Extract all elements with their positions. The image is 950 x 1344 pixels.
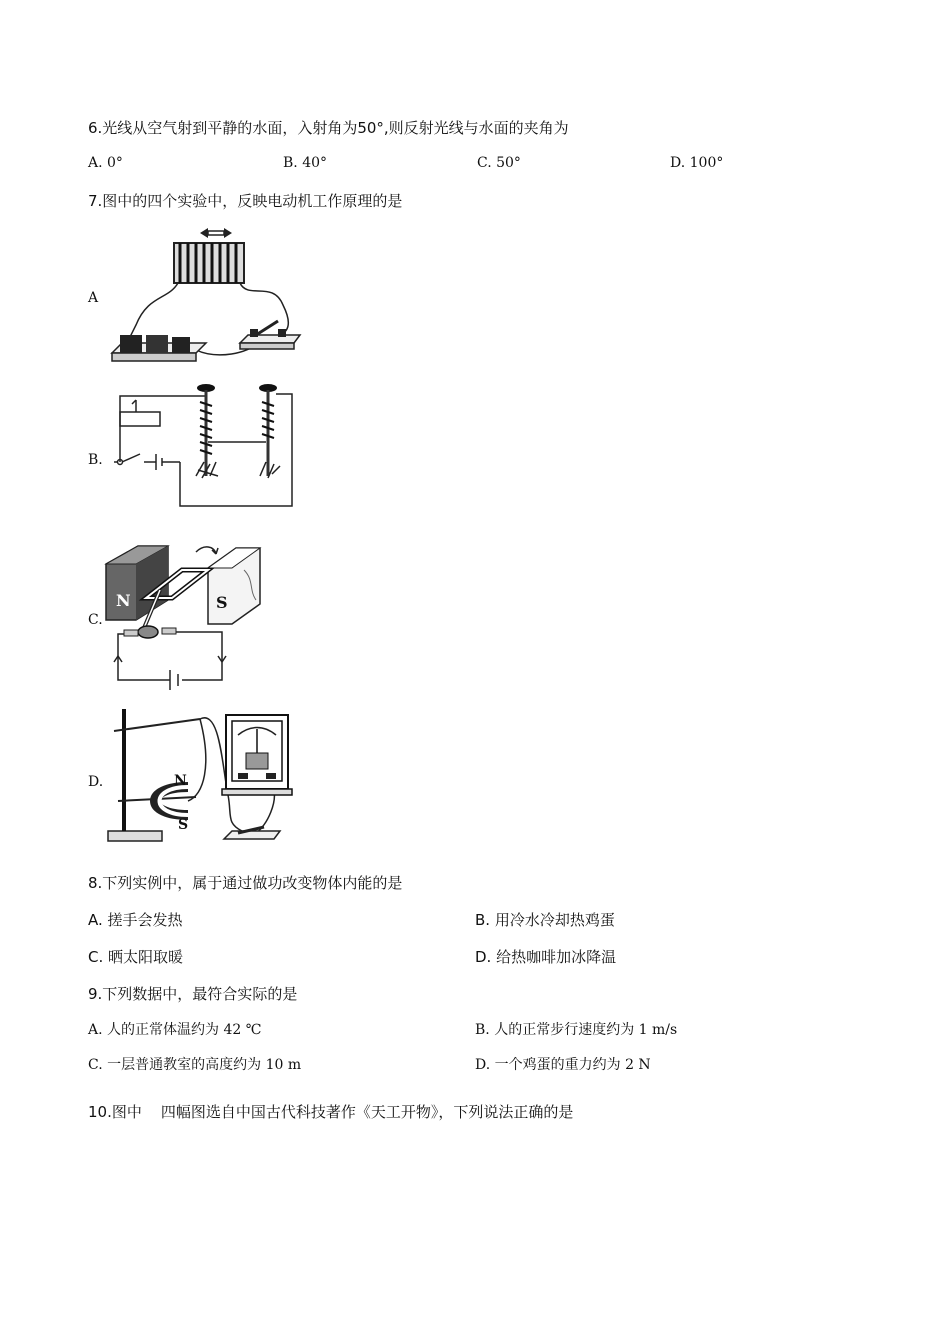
figure-d-south-label: S [178, 817, 189, 833]
figure-a-label[interactable]: A [88, 290, 99, 306]
question-6-option-a[interactable]: A. 0° [88, 155, 123, 171]
figure-d-north-label: N [174, 773, 187, 789]
figure-c-south-label: S [216, 593, 228, 612]
question-9-option-a[interactable]: A. 人的正常体温约为 42 ℃ [88, 1022, 262, 1038]
question-9-option-d[interactable]: D. 一个鸡蛋的重力约为 2 N [475, 1057, 651, 1073]
question-9-stem: 9.下列数据中，最符合实际的是 [88, 985, 298, 1003]
question-6-option-d[interactable]: D. 100° [670, 155, 724, 171]
question-6-option-b[interactable]: B. 40° [283, 155, 328, 171]
question-8-option-a[interactable]: A. 搓手会发热 [88, 911, 183, 929]
figure-a-electromagnet-experiment [108, 225, 308, 370]
question-8-stem: 8.下列实例中，属于通过做功改变物体内能的是 [88, 874, 403, 892]
figure-d-label[interactable]: D. [88, 774, 104, 790]
question-9-option-c[interactable]: C. 一层普通教室的高度约为 10 m [88, 1057, 302, 1073]
figure-b-label[interactable]: B. [88, 452, 103, 468]
question-6-option-c[interactable]: C. 50° [477, 155, 521, 171]
figure-d-induction-galvanometer-experiment [104, 705, 294, 850]
figure-c-label[interactable]: C. [88, 612, 103, 628]
question-8-option-b[interactable]: B. 用冷水冷却热鸡蛋 [475, 911, 615, 929]
question-9-option-b[interactable]: B. 人的正常步行速度约为 1 m/s [475, 1022, 678, 1038]
question-8-option-c[interactable]: C. 晒太阳取暖 [88, 948, 184, 966]
figure-b-electromagnet-circuit [106, 380, 301, 512]
question-8-option-d[interactable]: D. 给热咖啡加冰降温 [475, 948, 617, 966]
figure-c-motor-coil-experiment [104, 540, 264, 690]
figure-c-north-label: N [116, 591, 131, 610]
question-6-stem: 6.光线从空气射到平静的水面，入射角为50°,则反射光线与水面的夹角为 [88, 119, 569, 137]
question-7-stem: 7.图中的四个实验中，反映电动机工作原理的是 [88, 192, 403, 210]
question-10-stem: 10.图中 四幅图选自中国古代科技著作《天工开物》，下列说法正确的是 [88, 1103, 574, 1121]
